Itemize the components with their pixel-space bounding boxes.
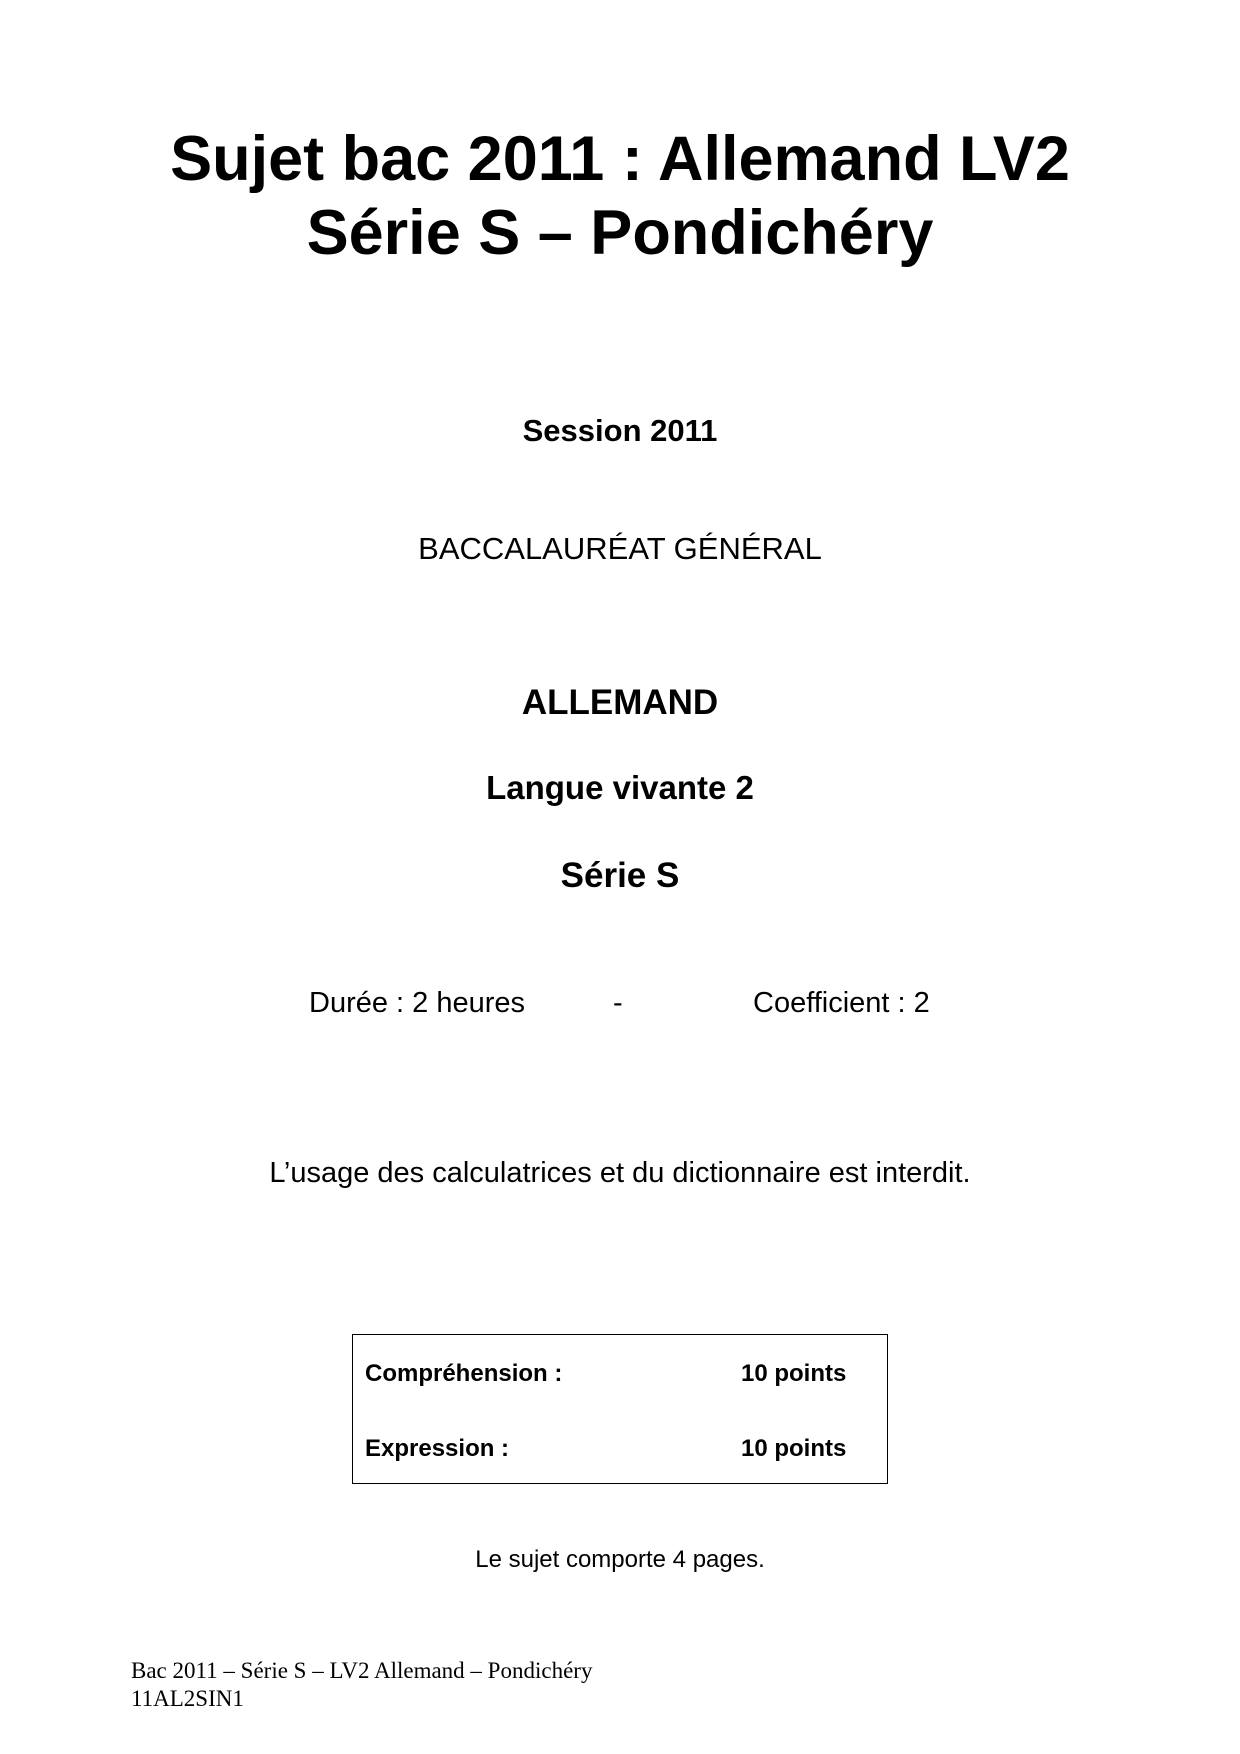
- usage-rule: L’usage des calculatrices et du dictionnaire est interdit.: [269, 1157, 971, 1189]
- series-label: Série S: [560, 856, 680, 895]
- page-count-note: Le sujet comporte 4 pages.: [475, 1546, 765, 1573]
- points-row-comprehension: [365, 1360, 885, 1392]
- exam-name: BACCALAURÉAT GÉNÉRAL: [418, 531, 822, 566]
- duration-coefficient-row: [0, 987, 1240, 1027]
- document-title: [0, 122, 1240, 270]
- footer-line-2: 11AL2SIN1: [131, 1686, 244, 1711]
- duration-text: Durée : 2 heures: [309, 987, 526, 1019]
- points-row-expression: [365, 1435, 885, 1467]
- language-level: Langue vivante 2: [486, 769, 754, 806]
- points-value: 10 points: [741, 1435, 847, 1462]
- separator-dash: -: [613, 987, 623, 1019]
- subject-heading: ALLEMAND: [521, 683, 719, 722]
- session-label: Session 2011: [522, 413, 718, 448]
- points-label: Compréhension :: [365, 1360, 563, 1387]
- title-line-1: Sujet bac 2011 : Allemand LV2: [170, 124, 1070, 194]
- page-footer: [131, 1657, 592, 1713]
- coefficient-text: Coefficient : 2: [753, 987, 930, 1019]
- points-value: 10 points: [741, 1360, 847, 1387]
- points-label: Expression :: [365, 1435, 510, 1462]
- points-table: [352, 1334, 888, 1484]
- footer-line-1: Bac 2011 – Série S – LV2 Allemand – Pondichéry: [131, 1658, 593, 1683]
- title-line-2: Série S – Pondichéry: [306, 198, 934, 268]
